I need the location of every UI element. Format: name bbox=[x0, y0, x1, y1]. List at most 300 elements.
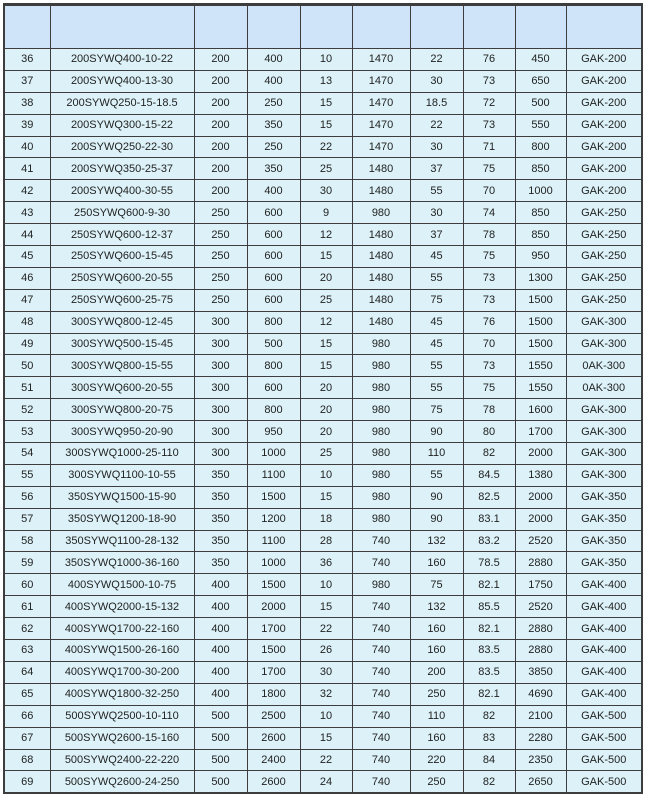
value-cell: 200 bbox=[194, 114, 247, 136]
value-cell: 78 bbox=[463, 224, 515, 246]
model-cell: 500SYWQ2600-15-160 bbox=[50, 727, 194, 749]
value-cell: 250 bbox=[247, 92, 300, 114]
value-cell: 15 bbox=[300, 596, 352, 618]
value-cell: 160 bbox=[410, 552, 463, 574]
value-cell: 800 bbox=[515, 136, 566, 158]
code-cell: GAK-200 bbox=[566, 114, 642, 136]
value-cell: 82.5 bbox=[463, 486, 515, 508]
value-cell: 10 bbox=[300, 705, 352, 727]
table-row bbox=[4, 771, 642, 793]
value-cell: 2350 bbox=[515, 749, 566, 771]
value-cell: 132 bbox=[410, 530, 463, 552]
value-cell: 82 bbox=[463, 771, 515, 793]
value-cell: 300 bbox=[194, 311, 247, 333]
code-cell: GAK-500 bbox=[566, 727, 642, 749]
table-row bbox=[4, 705, 642, 727]
value-cell: 15 bbox=[300, 246, 352, 268]
value-cell: 2500 bbox=[247, 705, 300, 727]
value-cell: 1500 bbox=[515, 289, 566, 311]
value-cell: 1500 bbox=[247, 486, 300, 508]
value-cell: 1480 bbox=[352, 246, 410, 268]
code-cell: GAK-250 bbox=[566, 267, 642, 289]
value-cell: 15 bbox=[300, 333, 352, 355]
value-cell: 200 bbox=[410, 661, 463, 683]
code-cell: GAK-300 bbox=[566, 443, 642, 465]
value-cell: 1550 bbox=[515, 355, 566, 377]
row-number-cell: 45 bbox=[4, 246, 50, 268]
code-cell: GAK-250 bbox=[566, 224, 642, 246]
model-cell: 200SYWQ250-15-18.5 bbox=[50, 92, 194, 114]
model-cell: 300SYWQ800-15-55 bbox=[50, 355, 194, 377]
value-cell: 350 bbox=[247, 158, 300, 180]
row-number-cell: 55 bbox=[4, 464, 50, 486]
value-cell: 25 bbox=[300, 443, 352, 465]
value-cell: 300 bbox=[194, 421, 247, 443]
value-cell: 1800 bbox=[247, 683, 300, 705]
model-cell: 200SYWQ400-30-55 bbox=[50, 180, 194, 202]
header-cell-col8 bbox=[463, 5, 515, 49]
value-cell: 4690 bbox=[515, 683, 566, 705]
row-number-cell: 42 bbox=[4, 180, 50, 202]
code-cell: GAK-500 bbox=[566, 771, 642, 793]
model-cell: 200SYWQ300-15-22 bbox=[50, 114, 194, 136]
value-cell: 1480 bbox=[352, 267, 410, 289]
value-cell: 400 bbox=[247, 180, 300, 202]
row-number-cell: 38 bbox=[4, 92, 50, 114]
code-cell: GAK-400 bbox=[566, 596, 642, 618]
value-cell: 400 bbox=[247, 70, 300, 92]
value-cell: 800 bbox=[247, 399, 300, 421]
model-cell: 400SYWQ1700-30-200 bbox=[50, 661, 194, 683]
table-row bbox=[4, 530, 642, 552]
model-cell: 250SYWQ600-20-55 bbox=[50, 267, 194, 289]
value-cell: 55 bbox=[410, 267, 463, 289]
value-cell: 980 bbox=[352, 399, 410, 421]
pump-spec-table bbox=[3, 3, 643, 794]
value-cell: 600 bbox=[247, 224, 300, 246]
table-row bbox=[4, 486, 642, 508]
table-row bbox=[4, 70, 642, 92]
table-row bbox=[4, 114, 642, 136]
value-cell: 2000 bbox=[247, 596, 300, 618]
value-cell: 30 bbox=[300, 180, 352, 202]
value-cell: 800 bbox=[247, 355, 300, 377]
value-cell: 20 bbox=[300, 267, 352, 289]
header-cell-col6 bbox=[352, 5, 410, 49]
value-cell: 25 bbox=[300, 158, 352, 180]
code-cell: GAK-350 bbox=[566, 486, 642, 508]
value-cell: 400 bbox=[247, 49, 300, 71]
table-row bbox=[4, 421, 642, 443]
value-cell: 740 bbox=[352, 705, 410, 727]
value-cell: 2400 bbox=[247, 749, 300, 771]
value-cell: 76 bbox=[463, 49, 515, 71]
value-cell: 15 bbox=[300, 727, 352, 749]
value-cell: 2000 bbox=[515, 486, 566, 508]
value-cell: 1000 bbox=[247, 443, 300, 465]
value-cell: 980 bbox=[352, 421, 410, 443]
value-cell: 740 bbox=[352, 771, 410, 793]
value-cell: 30 bbox=[410, 70, 463, 92]
value-cell: 400 bbox=[194, 596, 247, 618]
table-header bbox=[4, 5, 642, 49]
value-cell: 75 bbox=[463, 246, 515, 268]
row-number-cell: 60 bbox=[4, 574, 50, 596]
table-row bbox=[4, 464, 642, 486]
value-cell: 10 bbox=[300, 464, 352, 486]
value-cell: 82 bbox=[463, 443, 515, 465]
value-cell: 500 bbox=[194, 749, 247, 771]
value-cell: 45 bbox=[410, 333, 463, 355]
table-row bbox=[4, 508, 642, 530]
value-cell: 500 bbox=[515, 92, 566, 114]
value-cell: 15 bbox=[300, 486, 352, 508]
value-cell: 600 bbox=[247, 202, 300, 224]
model-cell: 250SYWQ600-15-45 bbox=[50, 246, 194, 268]
table-row bbox=[4, 683, 642, 705]
model-cell: 400SYWQ2000-15-132 bbox=[50, 596, 194, 618]
model-cell: 300SYWQ950-20-90 bbox=[50, 421, 194, 443]
header-row bbox=[4, 5, 642, 49]
value-cell: 500 bbox=[247, 333, 300, 355]
row-number-cell: 57 bbox=[4, 508, 50, 530]
value-cell: 350 bbox=[194, 508, 247, 530]
value-cell: 300 bbox=[194, 333, 247, 355]
code-cell: 0AK-300 bbox=[566, 355, 642, 377]
row-number-cell: 52 bbox=[4, 399, 50, 421]
value-cell: 22 bbox=[300, 136, 352, 158]
model-cell: 300SYWQ800-20-75 bbox=[50, 399, 194, 421]
table-row bbox=[4, 224, 642, 246]
value-cell: 83.5 bbox=[463, 661, 515, 683]
value-cell: 800 bbox=[247, 311, 300, 333]
table-body bbox=[4, 49, 642, 794]
code-cell: GAK-200 bbox=[566, 180, 642, 202]
value-cell: 200 bbox=[194, 180, 247, 202]
code-cell: 0AK-300 bbox=[566, 377, 642, 399]
value-cell: 740 bbox=[352, 749, 410, 771]
row-number-cell: 53 bbox=[4, 421, 50, 443]
value-cell: 350 bbox=[194, 530, 247, 552]
code-cell: GAK-400 bbox=[566, 640, 642, 662]
value-cell: 250 bbox=[410, 771, 463, 793]
value-cell: 500 bbox=[194, 705, 247, 727]
row-number-cell: 56 bbox=[4, 486, 50, 508]
code-cell: GAK-500 bbox=[566, 749, 642, 771]
code-cell: GAK-350 bbox=[566, 530, 642, 552]
row-number-cell: 65 bbox=[4, 683, 50, 705]
value-cell: 400 bbox=[194, 640, 247, 662]
row-number-cell: 69 bbox=[4, 771, 50, 793]
table-row bbox=[4, 289, 642, 311]
table-row bbox=[4, 202, 642, 224]
value-cell: 10 bbox=[300, 574, 352, 596]
value-cell: 2600 bbox=[247, 727, 300, 749]
row-number-cell: 43 bbox=[4, 202, 50, 224]
value-cell: 37 bbox=[410, 224, 463, 246]
value-cell: 350 bbox=[194, 486, 247, 508]
value-cell: 55 bbox=[410, 180, 463, 202]
value-cell: 250 bbox=[410, 683, 463, 705]
header-cell-col4 bbox=[247, 5, 300, 49]
table-row bbox=[4, 640, 642, 662]
value-cell: 1500 bbox=[247, 640, 300, 662]
model-cell: 250SYWQ600-9-30 bbox=[50, 202, 194, 224]
value-cell: 90 bbox=[410, 421, 463, 443]
value-cell: 1550 bbox=[515, 377, 566, 399]
row-number-cell: 62 bbox=[4, 618, 50, 640]
row-number-cell: 46 bbox=[4, 267, 50, 289]
row-number-cell: 49 bbox=[4, 333, 50, 355]
model-cell: 250SYWQ600-25-75 bbox=[50, 289, 194, 311]
row-number-cell: 51 bbox=[4, 377, 50, 399]
value-cell: 980 bbox=[352, 333, 410, 355]
model-cell: 350SYWQ1200-18-90 bbox=[50, 508, 194, 530]
model-cell: 500SYWQ2500-10-110 bbox=[50, 705, 194, 727]
table-row bbox=[4, 574, 642, 596]
row-number-cell: 50 bbox=[4, 355, 50, 377]
value-cell: 90 bbox=[410, 486, 463, 508]
value-cell: 2880 bbox=[515, 640, 566, 662]
value-cell: 45 bbox=[410, 311, 463, 333]
value-cell: 950 bbox=[247, 421, 300, 443]
row-number-cell: 58 bbox=[4, 530, 50, 552]
model-cell: 300SYWQ800-12-45 bbox=[50, 311, 194, 333]
value-cell: 15 bbox=[300, 114, 352, 136]
value-cell: 2880 bbox=[515, 552, 566, 574]
code-cell: GAK-500 bbox=[566, 705, 642, 727]
value-cell: 55 bbox=[410, 464, 463, 486]
value-cell: 500 bbox=[194, 727, 247, 749]
value-cell: 250 bbox=[194, 289, 247, 311]
value-cell: 84 bbox=[463, 749, 515, 771]
value-cell: 12 bbox=[300, 224, 352, 246]
value-cell: 9 bbox=[300, 202, 352, 224]
value-cell: 72 bbox=[463, 92, 515, 114]
code-cell: GAK-300 bbox=[566, 464, 642, 486]
model-cell: 300SYWQ1100-10-55 bbox=[50, 464, 194, 486]
value-cell: 250 bbox=[194, 224, 247, 246]
value-cell: 15 bbox=[300, 92, 352, 114]
value-cell: 1100 bbox=[247, 530, 300, 552]
value-cell: 350 bbox=[194, 552, 247, 574]
model-cell: 350SYWQ1100-28-132 bbox=[50, 530, 194, 552]
value-cell: 2650 bbox=[515, 771, 566, 793]
value-cell: 400 bbox=[194, 574, 247, 596]
value-cell: 55 bbox=[410, 377, 463, 399]
value-cell: 850 bbox=[515, 202, 566, 224]
value-cell: 300 bbox=[194, 399, 247, 421]
value-cell: 300 bbox=[194, 355, 247, 377]
value-cell: 82.1 bbox=[463, 683, 515, 705]
row-number-cell: 66 bbox=[4, 705, 50, 727]
value-cell: 600 bbox=[247, 289, 300, 311]
code-cell: GAK-400 bbox=[566, 618, 642, 640]
table-row bbox=[4, 311, 642, 333]
code-cell: GAK-200 bbox=[566, 158, 642, 180]
value-cell: 980 bbox=[352, 377, 410, 399]
value-cell: 2100 bbox=[515, 705, 566, 727]
value-cell: 1700 bbox=[515, 421, 566, 443]
table-row bbox=[4, 49, 642, 71]
value-cell: 850 bbox=[515, 158, 566, 180]
value-cell: 75 bbox=[463, 377, 515, 399]
table-row bbox=[4, 749, 642, 771]
value-cell: 1600 bbox=[515, 399, 566, 421]
value-cell: 980 bbox=[352, 202, 410, 224]
value-cell: 350 bbox=[194, 464, 247, 486]
code-cell: GAK-200 bbox=[566, 136, 642, 158]
value-cell: 450 bbox=[515, 49, 566, 71]
value-cell: 300 bbox=[194, 377, 247, 399]
row-number-cell: 68 bbox=[4, 749, 50, 771]
value-cell: 22 bbox=[300, 618, 352, 640]
value-cell: 300 bbox=[194, 443, 247, 465]
value-cell: 18.5 bbox=[410, 92, 463, 114]
value-cell: 85.5 bbox=[463, 596, 515, 618]
row-number-cell: 44 bbox=[4, 224, 50, 246]
value-cell: 84.5 bbox=[463, 464, 515, 486]
value-cell: 76 bbox=[463, 311, 515, 333]
model-cell: 400SYWQ1800-32-250 bbox=[50, 683, 194, 705]
row-number-cell: 61 bbox=[4, 596, 50, 618]
value-cell: 250 bbox=[247, 136, 300, 158]
value-cell: 250 bbox=[194, 267, 247, 289]
value-cell: 740 bbox=[352, 552, 410, 574]
value-cell: 22 bbox=[300, 749, 352, 771]
header-cell-col9 bbox=[515, 5, 566, 49]
value-cell: 980 bbox=[352, 508, 410, 530]
value-cell: 980 bbox=[352, 574, 410, 596]
value-cell: 740 bbox=[352, 727, 410, 749]
value-cell: 220 bbox=[410, 749, 463, 771]
row-number-cell: 59 bbox=[4, 552, 50, 574]
value-cell: 25 bbox=[300, 289, 352, 311]
table-row bbox=[4, 618, 642, 640]
value-cell: 37 bbox=[410, 158, 463, 180]
value-cell: 83.5 bbox=[463, 640, 515, 662]
value-cell: 740 bbox=[352, 683, 410, 705]
model-cell: 200SYWQ250-22-30 bbox=[50, 136, 194, 158]
code-cell: GAK-400 bbox=[566, 574, 642, 596]
value-cell: 740 bbox=[352, 530, 410, 552]
table-row bbox=[4, 552, 642, 574]
value-cell: 1480 bbox=[352, 224, 410, 246]
header-cell-col7 bbox=[410, 5, 463, 49]
value-cell: 18 bbox=[300, 508, 352, 530]
table-row bbox=[4, 180, 642, 202]
value-cell: 980 bbox=[352, 443, 410, 465]
value-cell: 3850 bbox=[515, 661, 566, 683]
row-number-cell: 39 bbox=[4, 114, 50, 136]
row-number-cell: 48 bbox=[4, 311, 50, 333]
value-cell: 1200 bbox=[247, 508, 300, 530]
code-cell: GAK-250 bbox=[566, 202, 642, 224]
value-cell: 200 bbox=[194, 49, 247, 71]
value-cell: 1700 bbox=[247, 618, 300, 640]
value-cell: 250 bbox=[194, 246, 247, 268]
value-cell: 20 bbox=[300, 421, 352, 443]
value-cell: 75 bbox=[410, 289, 463, 311]
value-cell: 200 bbox=[194, 158, 247, 180]
value-cell: 1480 bbox=[352, 311, 410, 333]
value-cell: 200 bbox=[194, 70, 247, 92]
row-number-cell: 36 bbox=[4, 49, 50, 71]
value-cell: 82.1 bbox=[463, 618, 515, 640]
value-cell: 400 bbox=[194, 683, 247, 705]
value-cell: 980 bbox=[352, 355, 410, 377]
value-cell: 1470 bbox=[352, 136, 410, 158]
value-cell: 1500 bbox=[515, 333, 566, 355]
value-cell: 45 bbox=[410, 246, 463, 268]
value-cell: 75 bbox=[463, 158, 515, 180]
value-cell: 55 bbox=[410, 355, 463, 377]
model-cell: 350SYWQ1000-36-160 bbox=[50, 552, 194, 574]
value-cell: 1500 bbox=[247, 574, 300, 596]
code-cell: GAK-300 bbox=[566, 333, 642, 355]
value-cell: 2000 bbox=[515, 508, 566, 530]
model-cell: 400SYWQ1700-22-160 bbox=[50, 618, 194, 640]
value-cell: 82.1 bbox=[463, 574, 515, 596]
value-cell: 78.5 bbox=[463, 552, 515, 574]
header-cell-col3 bbox=[194, 5, 247, 49]
value-cell: 650 bbox=[515, 70, 566, 92]
table-row bbox=[4, 377, 642, 399]
value-cell: 1300 bbox=[515, 267, 566, 289]
value-cell: 1480 bbox=[352, 180, 410, 202]
table-row bbox=[4, 443, 642, 465]
value-cell: 550 bbox=[515, 114, 566, 136]
table-row bbox=[4, 661, 642, 683]
table-row bbox=[4, 136, 642, 158]
value-cell: 83 bbox=[463, 727, 515, 749]
model-cell: 500SYWQ2600-24-250 bbox=[50, 771, 194, 793]
value-cell: 70 bbox=[463, 180, 515, 202]
value-cell: 160 bbox=[410, 640, 463, 662]
value-cell: 24 bbox=[300, 771, 352, 793]
code-cell: GAK-250 bbox=[566, 289, 642, 311]
value-cell: 73 bbox=[463, 289, 515, 311]
value-cell: 740 bbox=[352, 661, 410, 683]
value-cell: 73 bbox=[463, 267, 515, 289]
code-cell: GAK-400 bbox=[566, 661, 642, 683]
code-cell: GAK-200 bbox=[566, 49, 642, 71]
value-cell: 1470 bbox=[352, 92, 410, 114]
value-cell: 740 bbox=[352, 640, 410, 662]
value-cell: 1380 bbox=[515, 464, 566, 486]
value-cell: 110 bbox=[410, 705, 463, 727]
value-cell: 78 bbox=[463, 399, 515, 421]
row-number-cell: 67 bbox=[4, 727, 50, 749]
value-cell: 1750 bbox=[515, 574, 566, 596]
value-cell: 26 bbox=[300, 640, 352, 662]
table-row bbox=[4, 92, 642, 114]
value-cell: 400 bbox=[194, 618, 247, 640]
value-cell: 132 bbox=[410, 596, 463, 618]
header-cell-col5 bbox=[300, 5, 352, 49]
table-row bbox=[4, 158, 642, 180]
value-cell: 73 bbox=[463, 70, 515, 92]
value-cell: 80 bbox=[463, 421, 515, 443]
model-cell: 400SYWQ1500-10-75 bbox=[50, 574, 194, 596]
table-row bbox=[4, 267, 642, 289]
value-cell: 30 bbox=[410, 202, 463, 224]
code-cell: GAK-400 bbox=[566, 683, 642, 705]
value-cell: 2000 bbox=[515, 443, 566, 465]
table-row bbox=[4, 333, 642, 355]
value-cell: 13 bbox=[300, 70, 352, 92]
value-cell: 740 bbox=[352, 596, 410, 618]
